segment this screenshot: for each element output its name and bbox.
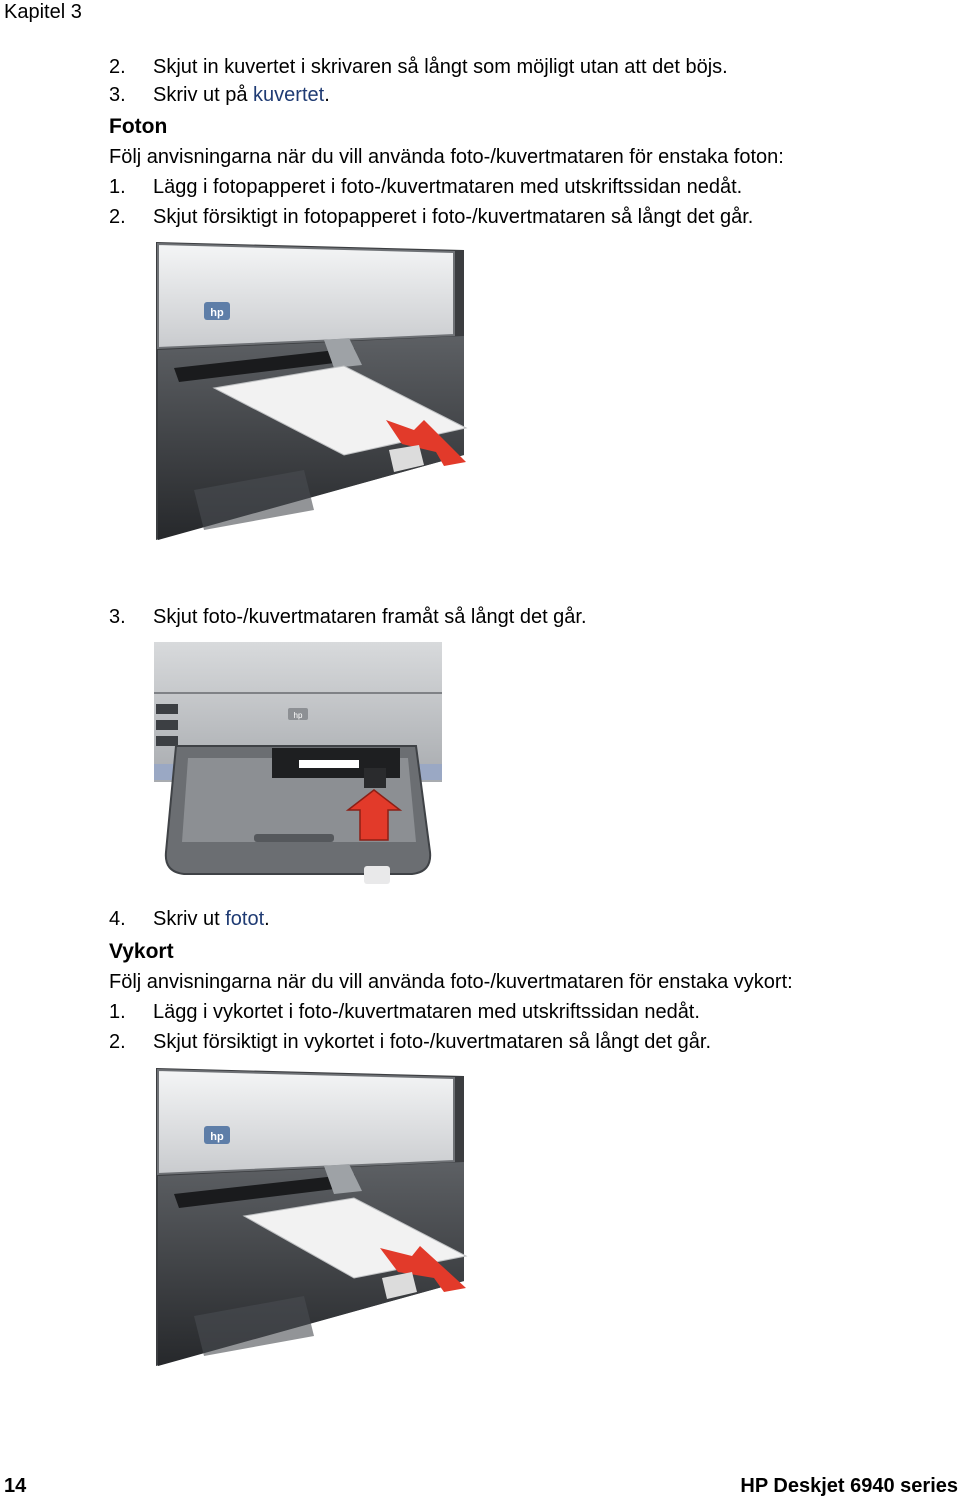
photos-step-3	[109, 602, 587, 632]
figure-insert-postcard	[154, 1066, 470, 1374]
hp-logo: hp	[293, 711, 303, 720]
footer-product-name: HP Deskjet 6940 series	[740, 1475, 958, 1497]
chapter-header: Kapitel 3	[4, 1, 82, 23]
postcards-step-2	[109, 1027, 711, 1057]
step-number: 2.	[109, 206, 126, 228]
step-number: 1.	[109, 1001, 126, 1023]
postcards-intro: Följ anvisningarna när du vill använda foto-/kuvertmataren för enstaka vykort:	[109, 971, 793, 993]
step-text: Lägg i fotopapperet i foto-/kuvertmataren med utskriftssidan nedåt.	[153, 176, 743, 198]
step-number: 4.	[109, 908, 126, 930]
step-text: Skjut försiktigt in fotopapperet i foto-/kuvertmataren så långt det går.	[153, 206, 754, 228]
photos-step-1	[109, 172, 742, 202]
envelope-step-3	[109, 80, 330, 110]
photos-step-2	[109, 202, 753, 232]
step-text-end: .	[264, 908, 270, 930]
envelope-print-link[interactable]: kuvertet	[253, 84, 325, 106]
figure-insert-photo-paper	[154, 240, 470, 548]
step-text: Skjut in kuvertet i skrivaren så långt som möjligt utan att det böjs.	[153, 56, 728, 78]
photos-intro: Följ anvisningarna när du vill använda foto-/kuvertmataren för enstaka foton:	[109, 146, 784, 168]
step-number: 3.	[109, 606, 126, 628]
figure-push-feeder	[154, 642, 444, 892]
step-text-end: .	[324, 84, 330, 106]
step-number: 2.	[109, 56, 126, 78]
step-number: 2.	[109, 1031, 126, 1053]
step-text: Skriv ut	[153, 908, 226, 930]
photos-heading: Foton	[109, 115, 168, 138]
step-text: Skjut försiktigt in vykortet i foto-/kuvertmataren så långt det går.	[153, 1031, 712, 1053]
photo-print-link[interactable]: fotot	[225, 908, 265, 930]
postcards-step-1	[109, 997, 700, 1027]
step-text: Lägg i vykortet i foto-/kuvertmataren med utskriftssidan nedåt.	[153, 1001, 700, 1023]
step-number: 1.	[109, 176, 126, 198]
step-text: Skriv ut på	[153, 84, 254, 106]
envelope-step-2	[109, 52, 728, 82]
postcards-heading: Vykort	[109, 940, 174, 963]
photos-step-4	[109, 904, 270, 934]
step-number: 3.	[109, 84, 126, 106]
step-text: Skjut foto-/kuvertmataren framåt så långt det går.	[153, 606, 587, 628]
hp-logo: hp	[210, 307, 224, 319]
hp-logo: hp	[210, 1131, 224, 1143]
footer-page-number: 14	[4, 1475, 27, 1497]
